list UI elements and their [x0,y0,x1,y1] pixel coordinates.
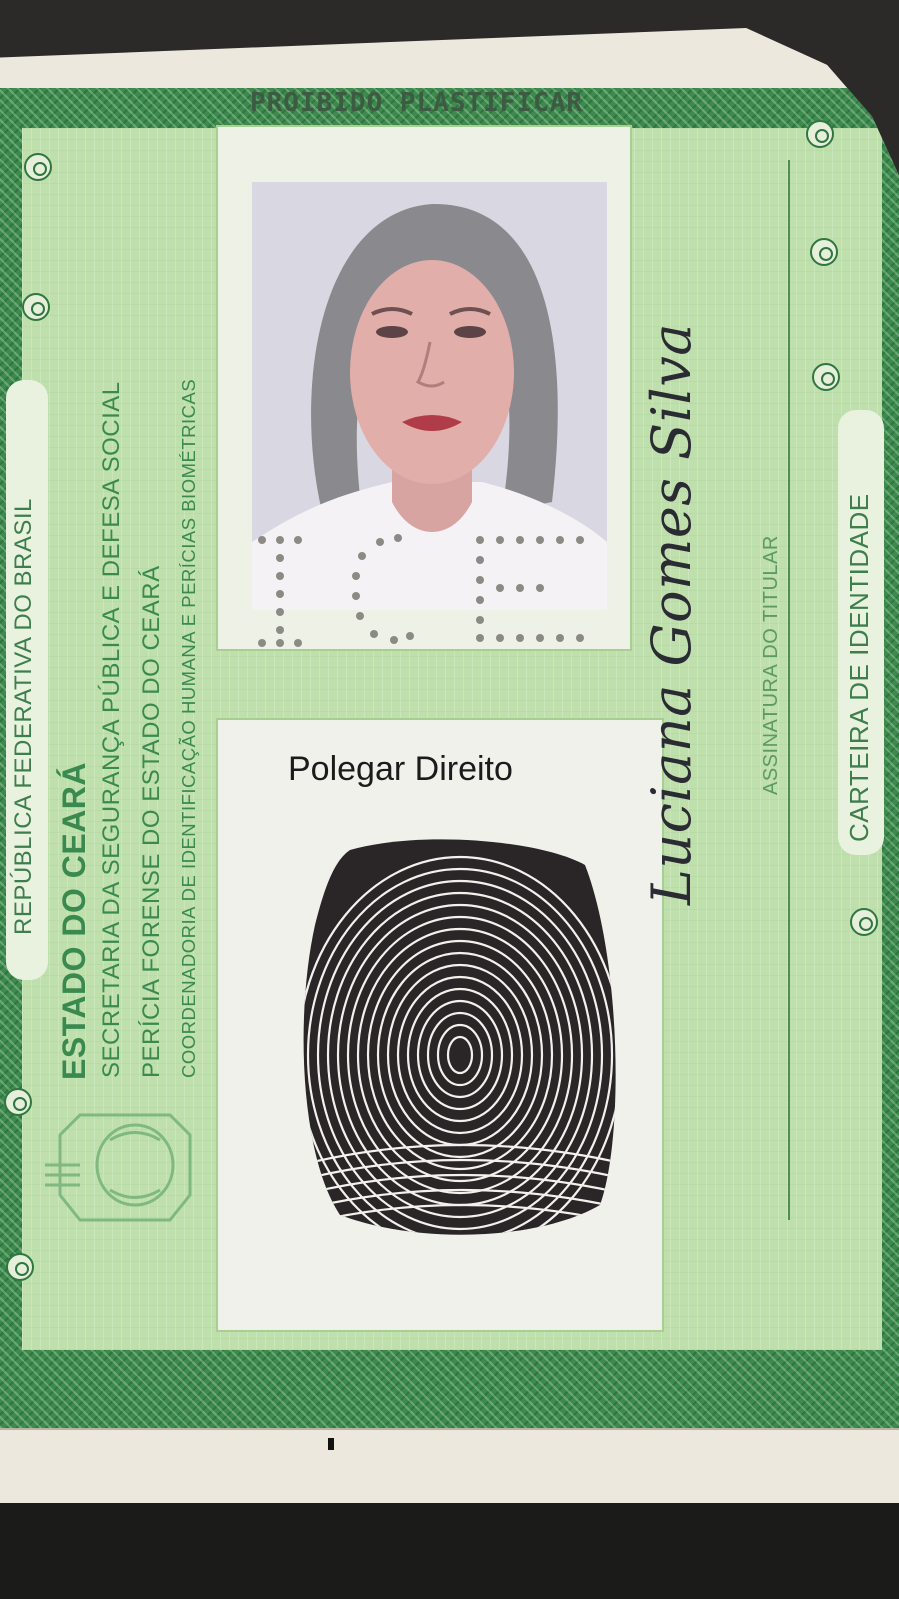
thumbprint-label: Polegar Direito [288,750,513,788]
rosette-icon [4,1088,32,1116]
rosette-icon [24,153,52,181]
rosette-icon [806,120,834,148]
coordination-name: COORDENADORIA DE IDENTIFICAÇÃO HUMANA E PERÍCIAS BIOMÉTRICAS [178,378,199,1078]
country-name: REPÚBLICA FEDERATIVA DO BRASIL [10,498,37,935]
card-speck [328,1438,334,1450]
card-fold-line [0,1428,899,1430]
rosette-icon [6,1253,34,1281]
holder-signature: Luciana Gomes Silva [640,323,703,905]
document-type: CARTEIRA DE IDENTIDADE [844,493,874,842]
table-surface [0,1500,899,1599]
state-name: ESTADO DO CEARÁ [56,761,92,1080]
thumbprint-image [300,835,630,1245]
perforation-mark [250,528,620,653]
rosette-icon [810,238,838,266]
rosette-icon [812,363,840,391]
secretariat-name: SECRETARIA DA SEGURANÇA PÚBLICA E DEFESA SOCIAL [98,381,125,1078]
signature-label: ASSINATURA DO TITULAR [760,535,782,795]
signature-line [788,160,790,1220]
coat-of-arms-icon [40,1105,200,1225]
header-notice: PROIBIDO PLASTIFICAR [250,88,584,118]
rosette-icon [850,908,878,936]
rosette-icon [22,293,50,321]
forensics-name: PERÍCIA FORENSE DO ESTADO DO CEARÁ [138,565,165,1078]
